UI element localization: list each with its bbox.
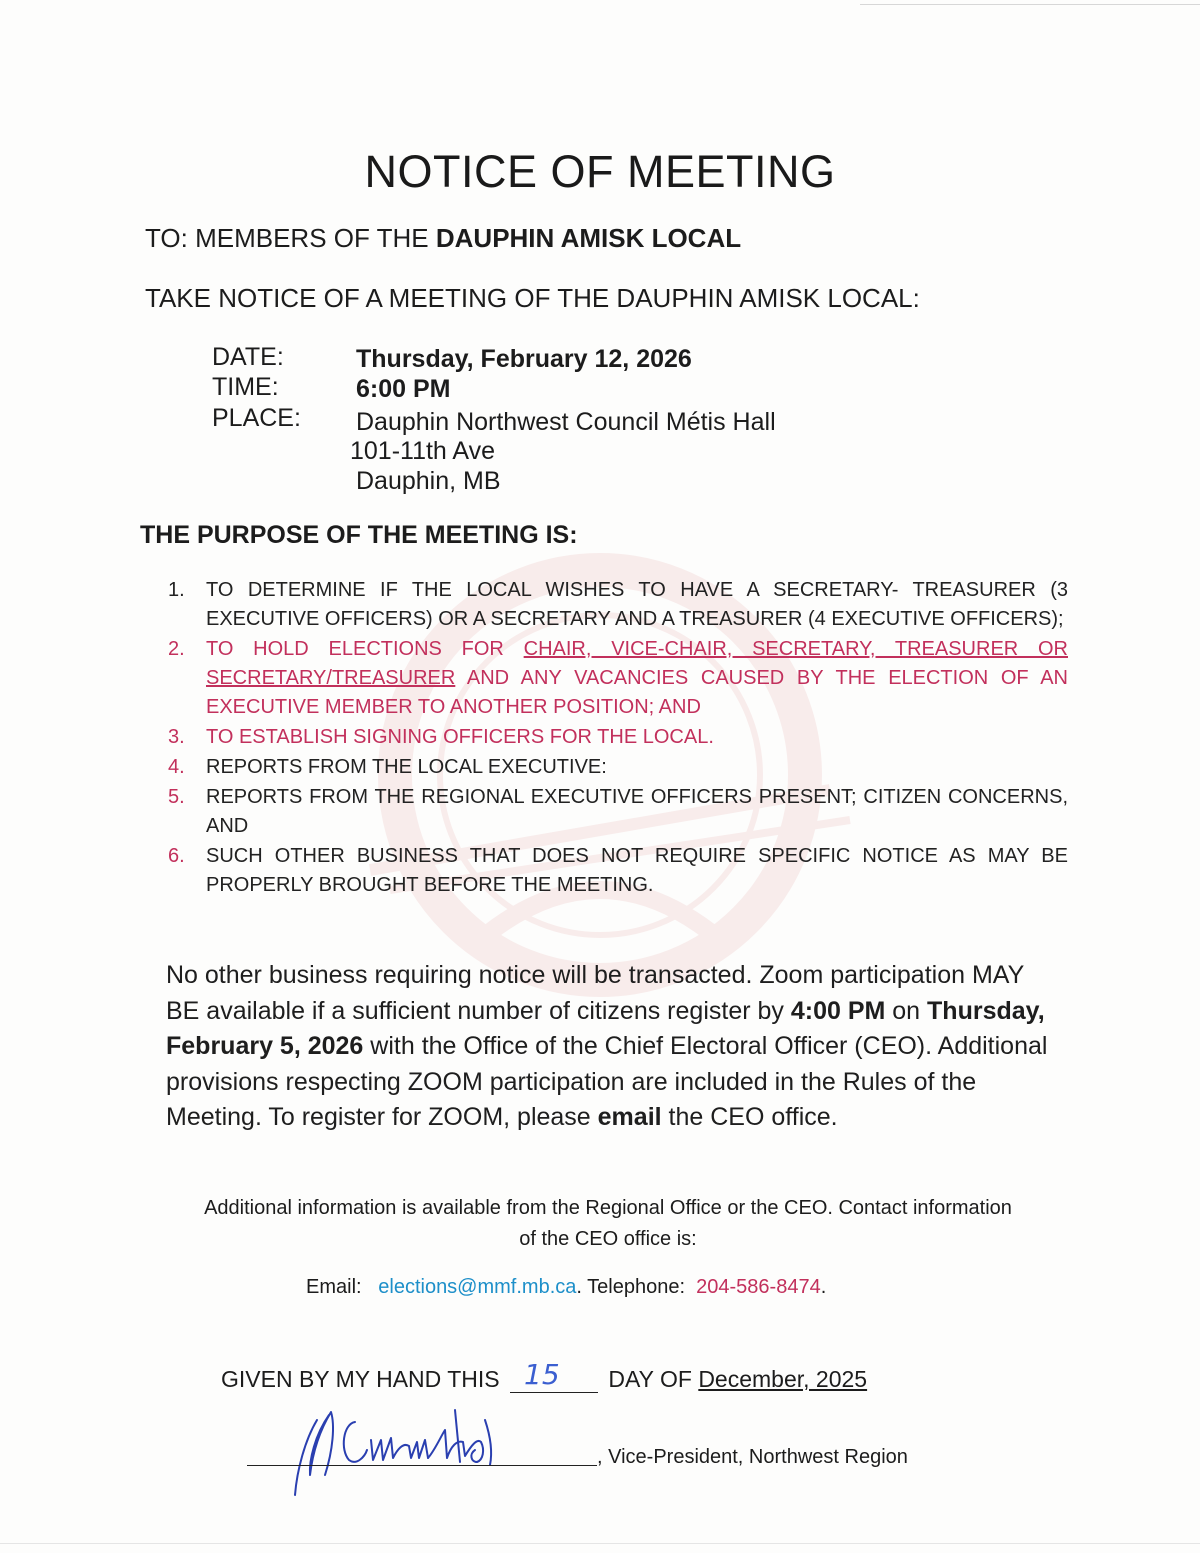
item-text-a: TO HOLD ELECTIONS FOR bbox=[206, 638, 524, 660]
page-title: NOTICE OF MEETING bbox=[364, 146, 836, 197]
contact-line bbox=[306, 1276, 826, 1299]
place-line-1: Dauphin Northwest Council Métis Hall bbox=[356, 408, 776, 436]
item-text: SUCH OTHER BUSINESS THAT DOES NOT REQUIRE SPECIFIC NOTICE AS MAY BE PROPERLY BROUGHT BEFORE THE MEETING. bbox=[206, 845, 1068, 896]
month-year: December, 2025 bbox=[698, 1366, 868, 1392]
list-item bbox=[168, 842, 1068, 900]
list-item bbox=[168, 576, 1068, 634]
deadline-time: 4:00 PM bbox=[790, 996, 886, 1025]
zoom-paragraph bbox=[166, 958, 1056, 1136]
place-label: PLACE: bbox=[212, 404, 301, 432]
take-notice-line: TAKE NOTICE OF A MEETING OF THE DAUPHIN AMISK LOCAL: bbox=[145, 283, 920, 313]
purpose-list bbox=[168, 576, 1068, 901]
list-item bbox=[168, 723, 1068, 752]
zoom-text-2: on bbox=[885, 996, 928, 1025]
zoom-text-3: with the Office of the Chief Electoral Officer (CEO). Additional provisions respecting ZOOM participation are included in the Rules of the Meeting. To register for ZOOM, please bbox=[166, 1032, 1048, 1131]
list-item bbox=[168, 635, 1068, 722]
item-number: 2. bbox=[168, 638, 185, 660]
item-text: REPORTS FROM THE LOCAL EXECUTIVE: bbox=[206, 756, 607, 778]
item-number: 4. bbox=[168, 756, 185, 778]
handwritten-signature bbox=[285, 1380, 525, 1500]
item-text-b: AND ANY VACANCIES CAUSED BY THE ELECTION OF AN EXECUTIVE MEMBER TO ANOTHER POSITION; AND bbox=[206, 667, 1068, 718]
date-value: Thursday, February 12, 2026 bbox=[356, 345, 692, 373]
deadline-date: Thursday, February 5, 2026 bbox=[166, 996, 1045, 1060]
telephone-number[interactable]: 204-586-8474 bbox=[696, 1276, 821, 1298]
scan-edge-line bbox=[860, 4, 1200, 5]
zoom-text-1: No other business requiring notice will be transacted. Zoom participation MAY BE available if a sufficient number of citizens register by bbox=[166, 961, 1024, 1025]
email-label: Email: bbox=[306, 1276, 362, 1298]
item-text: TO DETERMINE IF THE LOCAL WISHES TO HAVE A SECRETARY- TREASURER (3 EXECUTIVE OFFICERS) OR A SECRETARY AND A TREASURER (4 EXECUTIVE OFFICERS); bbox=[206, 579, 1068, 630]
recipient-prefix: TO: MEMBERS OF THE bbox=[145, 223, 436, 253]
telephone-label: . Telephone: bbox=[576, 1276, 686, 1298]
time-value: 6:00 PM bbox=[356, 375, 451, 403]
item-number: 5. bbox=[168, 786, 185, 808]
additional-info: Additional information is available from the Regional Office or the CEO. Contact information of the CEO office is: bbox=[204, 1197, 1012, 1250]
item-number: 1. bbox=[168, 579, 185, 601]
item-text-underlined: CHAIR, VICE-CHAIR, SECRETARY, TREASURER OR SECRETARY/TREASURER bbox=[206, 638, 1068, 689]
given-middle: DAY OF bbox=[608, 1366, 692, 1392]
item-text: TO ESTABLISH SIGNING OFFICERS FOR THE LOCAL. bbox=[206, 726, 714, 748]
time-label: TIME: bbox=[212, 373, 279, 401]
place-line-3: Dauphin, MB bbox=[356, 467, 501, 495]
email-link[interactable]: elections@mmf.mb.ca bbox=[378, 1276, 577, 1298]
contact-end: . bbox=[820, 1276, 827, 1298]
item-number: 3. bbox=[168, 726, 185, 748]
recipient-name: DAUPHIN AMISK LOCAL bbox=[435, 223, 742, 253]
signer-title: , Vice-President, Northwest Region bbox=[597, 1446, 908, 1468]
recipient-line bbox=[145, 223, 741, 254]
handwritten-day: 15 bbox=[524, 1358, 560, 1391]
given-prefix: GIVEN BY MY HAND THIS bbox=[221, 1366, 500, 1392]
purpose-heading: THE PURPOSE OF THE MEETING IS: bbox=[140, 521, 578, 549]
place-line-2: 101-11th Ave bbox=[350, 437, 496, 465]
zoom-text-4: the CEO office. bbox=[661, 1103, 838, 1131]
list-item bbox=[168, 753, 1068, 782]
date-label: DATE: bbox=[212, 343, 284, 371]
item-number: 6. bbox=[168, 845, 185, 867]
list-item bbox=[168, 783, 1068, 841]
item-text: REPORTS FROM THE REGIONAL EXECUTIVE OFFICERS PRESENT; CITIZEN CONCERNS, AND bbox=[206, 786, 1068, 837]
email-word: email bbox=[597, 1103, 662, 1131]
signature-line bbox=[247, 1465, 597, 1466]
scan-bottom-line bbox=[0, 1543, 1200, 1544]
